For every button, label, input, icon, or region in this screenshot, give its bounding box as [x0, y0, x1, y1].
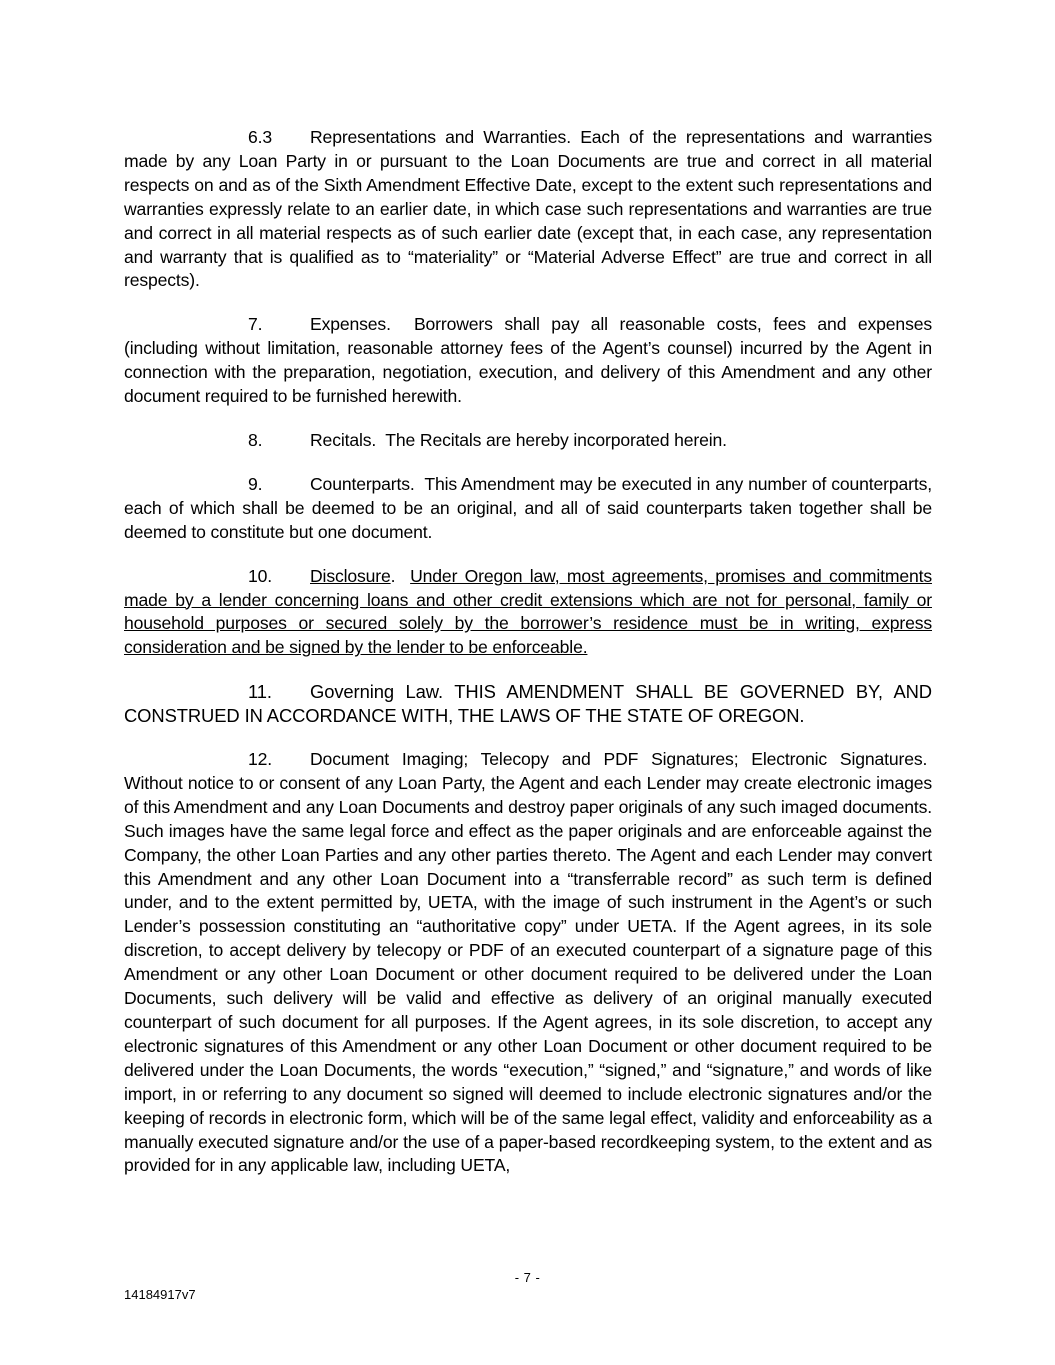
section-12	[124, 748, 932, 1178]
document-id: 14184917v7	[124, 1287, 196, 1302]
section-heading: Recitals.	[310, 429, 377, 450]
section-text: This Amendment may be executed in any number of counterparts, each of which shall be deemed to be an original, and all of said counterparts taken together shall be deemed to constitute but one document.	[124, 473, 932, 542]
section-8	[124, 429, 932, 453]
section-heading-period: .	[390, 565, 396, 586]
section-heading: Representations and Warranties.	[310, 127, 571, 147]
section-11	[124, 680, 932, 728]
section-number: 6.3	[248, 127, 273, 147]
section-10	[124, 565, 932, 661]
page-number: - 7 -	[514, 1270, 541, 1285]
section-text: The Recitals are hereby incorporated herein.	[385, 429, 727, 450]
section-heading: Governing Law.	[310, 681, 443, 703]
section-text: Borrowers shall pay all reasonable costs, fees and expenses (including without limitation, reasonable attorney fees of the Agent’s counsel) incurred by the Agent in connection with the preparation, negotiation, execution, and delivery of this Amendment and any other document required to be furnished herewith.	[124, 314, 932, 407]
section-6-3	[124, 126, 932, 293]
section-number: 9.	[248, 473, 263, 494]
section-number: 11.	[248, 681, 272, 703]
section-text: THIS AMENDMENT SHALL BE GOVERNED BY, AND CONSTRUED IN ACCORDANCE WITH, THE LAWS OF THE STATE OF OREGON.	[124, 681, 932, 727]
section-heading: Document Imaging; Telecopy and PDF Signatures; Electronic Signatures.	[310, 749, 928, 770]
document-body	[124, 126, 932, 1198]
section-text: Without notice to or consent of any Loan Party, the Agent and each Lender may create electronic images of this Amendment and any Loan Documents and destroy paper originals of any such imaged documents. Such images have the same legal force and effect as the paper originals and are enforceable against the Company, the other Loan Parties and any other parties thereto. The Agent and each Lender may convert this Amendment and any other Loan Document into a “transferrable record” as such term is defined under, and to the extent permitted by, UETA, with the image of such instrument in the Agent’s or such Lender’s possession constituting an “authoritative copy” under UETA. If the Agent agrees, in its sole discretion, to accept delivery by telecopy or PDF of an executed counterpart of a signature page of this Amendment or any other Loan Document or other document required to be delivered under the Loan Documents, such delivery will be valid and effective as delivery of an original manually executed counterpart of such document for all purposes. If the Agent agrees, in its sole discretion, to accept any electronic signatures of this Amendment or any other Loan Document or other document required to be delivered under the Loan Documents, the words “execution,” “signed,” and “signature,” and words of like import, in or referring to any document so signed will deemed to include electronic signatures and/or the keeping of records in electronic form, which will be of the same legal effect, validity and enforceability as a manually executed signature and/or the use of a paper-based recordkeeping system, to the extent and as provided for in any applicable law, including UETA,	[124, 772, 932, 1176]
section-number: 8.	[248, 429, 263, 450]
section-number: 12.	[248, 749, 273, 770]
section-heading: Disclosure	[310, 565, 391, 586]
section-text: Under Oregon law, most agreements, promises and commitments made by a lender concerning loans and other credit extensions which are not for personal, family or household purposes or secured solely by the borrower’s residence must be in writing, express consideration and be signed by the lender to be enforceable.	[124, 565, 932, 658]
section-number: 10.	[248, 565, 273, 586]
section-number: 7.	[248, 314, 263, 335]
section-heading: Expenses.	[310, 314, 391, 335]
section-text: Each of the representations and warranties made by any Loan Party in or pursuant to the Loan Documents are true and correct in all material respects on and as of the Sixth Amendment Effective Date, except to the extent such representations and warranties expressly relate to an earlier date, in which case such representations and warranties are true and correct in all material respects as of such earlier date (except that, in each case, any representation and warranty that is qualified as to “materiality” or “Material Adverse Effect” are true and correct in all respects).	[124, 127, 932, 291]
section-7	[124, 313, 932, 409]
section-heading: Counterparts.	[310, 473, 415, 494]
section-9	[124, 473, 932, 545]
